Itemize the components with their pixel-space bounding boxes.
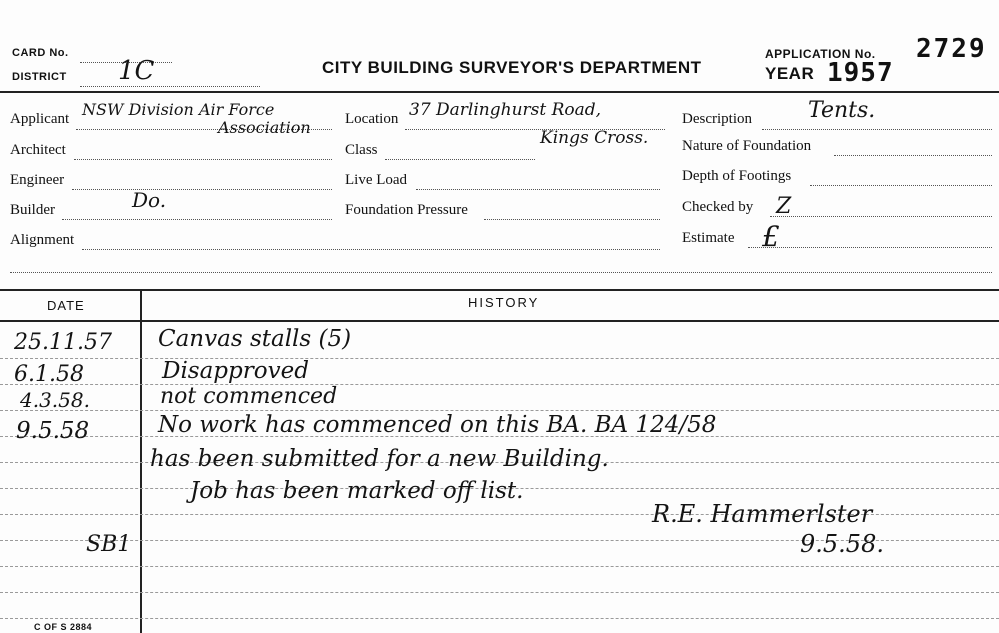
architect-line xyxy=(74,159,332,160)
district-line xyxy=(80,86,260,87)
alignment-label: Alignment xyxy=(10,232,75,248)
history-column-header: HISTORY xyxy=(468,295,540,310)
history-rule xyxy=(0,618,999,619)
form-code: C OF S 2884 xyxy=(34,622,93,632)
history-text: Disapproved xyxy=(162,358,309,384)
district-label: DISTRICT xyxy=(12,71,67,83)
checked-by-line xyxy=(770,216,992,217)
builder-label: Builder xyxy=(10,202,55,218)
history-text: No work has commenced on this BA. BA 124/58 xyxy=(158,412,717,438)
history-rule xyxy=(0,566,999,567)
depth-of-footings-line xyxy=(810,185,992,186)
history-signature-date: 9.5.58. xyxy=(800,530,884,558)
description-value: Tents. xyxy=(808,98,876,123)
district-value: 1C xyxy=(118,56,155,86)
application-no-label: APPLICATION No. xyxy=(765,47,876,61)
foundation-pressure-line xyxy=(484,219,660,220)
applicant-label: Applicant xyxy=(10,111,70,127)
history-date: 4.3.58. xyxy=(20,388,90,412)
history-rule xyxy=(0,358,999,359)
history-signature: R.E. Hammerlster xyxy=(652,500,873,528)
application-no-value: 2729 xyxy=(916,34,987,64)
history-date: 6.1.58 xyxy=(14,362,84,387)
history-text: has been submitted for a new Building. xyxy=(150,446,609,472)
engineer-label: Engineer xyxy=(10,172,65,188)
header-rule xyxy=(0,91,999,93)
card-no-label: CARD No. xyxy=(12,47,69,59)
description-line xyxy=(762,129,992,130)
history-rule xyxy=(0,384,999,385)
history-text: Job has been marked off list. xyxy=(190,478,524,504)
estimate-value: £ xyxy=(762,220,780,253)
estimate-label: Estimate xyxy=(682,230,735,246)
class-line xyxy=(385,159,535,160)
depth-of-footings-label: Depth of Footings xyxy=(682,168,792,184)
builder-value: Do. xyxy=(132,188,167,212)
history-header-rule xyxy=(0,320,999,322)
description-label: Description xyxy=(682,111,752,127)
date-column-header: DATE xyxy=(47,298,85,313)
checked-by-label: Checked by xyxy=(682,199,754,215)
location-label: Location xyxy=(345,111,399,127)
live-load-label: Live Load xyxy=(345,172,408,188)
architect-label: Architect xyxy=(10,142,66,158)
foundation-pressure-label: Foundation Pressure xyxy=(345,202,468,218)
history-rule xyxy=(0,410,999,411)
year-value: 1957 xyxy=(827,58,894,88)
department-title: CITY BUILDING SURVEYOR'S DEPARTMENT xyxy=(322,58,702,77)
live-load-line xyxy=(416,189,660,190)
fields-blank-line xyxy=(10,272,992,273)
applicant-value-line1: NSW Division Air Force xyxy=(82,100,275,119)
checked-by-value: Z xyxy=(776,194,792,219)
applicant-value-line2: Association xyxy=(218,118,311,137)
history-date: 25.11.57 xyxy=(14,330,112,355)
estimate-line xyxy=(748,247,992,248)
alignment-line xyxy=(82,249,660,250)
history-date: 9.5.58 xyxy=(16,418,90,444)
history-text: not commenced xyxy=(160,384,338,409)
location-value-line2: Kings Cross. xyxy=(540,128,649,148)
nature-of-foundation-label: Nature of Foundation xyxy=(682,138,812,154)
builder-line xyxy=(62,219,332,220)
year-label: YEAR xyxy=(765,64,815,83)
engineer-line xyxy=(72,189,332,190)
location-value-line1: 37 Darlinghurst Road, xyxy=(409,100,602,120)
history-top-rule xyxy=(0,289,999,291)
class-label: Class xyxy=(345,142,378,158)
history-rule xyxy=(0,592,999,593)
nature-of-foundation-line xyxy=(834,155,992,156)
margin-note: SB1 xyxy=(86,532,132,557)
history-text: Canvas stalls (5) xyxy=(158,326,352,352)
